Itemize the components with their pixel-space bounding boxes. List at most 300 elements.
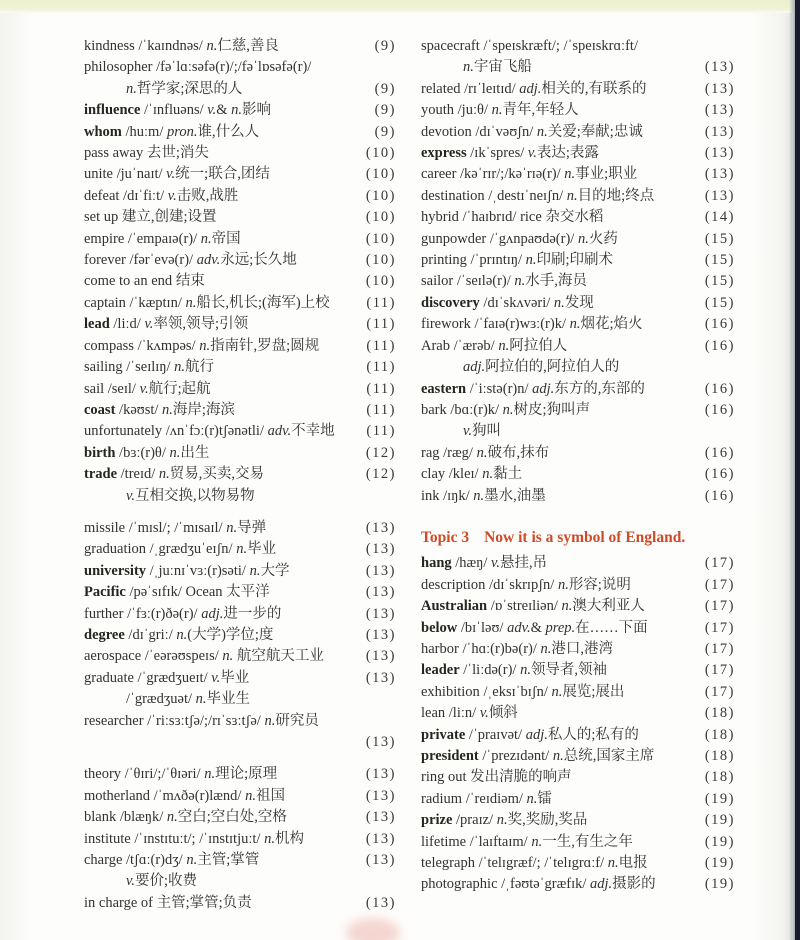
entry-definition: /tʃɑː(r)dʒ/ n.主管;掌管 xyxy=(122,852,260,869)
entry-word: empire xyxy=(84,230,125,247)
entry-word: graduate xyxy=(84,669,134,686)
column-gap xyxy=(421,507,735,518)
entry-page-number: (16) xyxy=(704,444,735,461)
entry-text xyxy=(421,314,643,335)
entry-row xyxy=(84,336,396,357)
entry-text xyxy=(84,357,214,378)
entry-text xyxy=(421,79,647,100)
entry-row xyxy=(421,553,735,574)
entry-page-number: (17) xyxy=(704,598,735,615)
entry-word: whom xyxy=(84,123,122,140)
entry-text xyxy=(84,336,319,357)
entry-continuation-row xyxy=(84,689,396,710)
entry-text xyxy=(84,604,281,625)
entry-definition: /ˌfəʊtəˈgræfɪk/ adj.摄影的 xyxy=(497,876,656,893)
entry-page-number: (12) xyxy=(365,444,396,461)
entry-definition: /ʌnˈfɔː(r)tʃənətli/ adv.不幸地 xyxy=(162,423,335,440)
entry-word: spacecraft xyxy=(421,38,480,54)
entry-page-number: (14) xyxy=(704,209,735,226)
entry-row xyxy=(84,464,396,485)
entry-page-number: (13) xyxy=(365,894,396,911)
entry-word: sail xyxy=(84,380,105,397)
entry-row xyxy=(84,668,396,689)
entry-page-number: (15) xyxy=(704,252,735,269)
entry-word: rag xyxy=(421,444,440,461)
entry-definition: /ˈmɪsl/; /ˈmɪsaɪl/ n.导弹 xyxy=(125,519,267,536)
entry-text xyxy=(421,379,645,400)
entry-definition: /ˈɪnstɪtuːt/; /ˈɪnstɪtjuːt/ n.机构 xyxy=(130,830,304,847)
entry-definition: /treɪd/ n.贸易,买卖,交易 xyxy=(117,466,265,483)
entry-row xyxy=(421,443,735,464)
entry-word: theory xyxy=(84,766,122,783)
entry-text xyxy=(84,689,250,710)
entry-row xyxy=(84,229,396,250)
entry-row xyxy=(421,143,735,164)
entry-page-number: (10) xyxy=(365,209,396,226)
entry-definition: /kəˈrɪr/;/kəˈrɪə(r)/ n.事业;职业 xyxy=(456,166,638,183)
entry-row xyxy=(84,357,396,378)
entry-definition: /ˈgrædʒueɪt/ v.毕业 xyxy=(133,669,250,686)
entry-row xyxy=(84,646,396,667)
entry-text xyxy=(84,582,270,603)
entry-text xyxy=(421,810,587,831)
entry-text xyxy=(84,539,276,560)
entry-text xyxy=(84,829,304,850)
entry-page-number: (18) xyxy=(704,726,735,743)
entry-text xyxy=(421,660,607,681)
entry-text xyxy=(421,596,645,617)
entry-text xyxy=(84,464,264,485)
entry-row xyxy=(84,711,396,732)
entry-text xyxy=(84,229,241,250)
entry-row xyxy=(421,596,735,617)
entry-page-number: (13) xyxy=(365,648,396,665)
entry-row xyxy=(421,336,735,357)
entry-row xyxy=(84,582,396,603)
entry-definition: /ˈgʌnpaʊdə(r)/ n.火药 xyxy=(486,230,618,247)
entry-text xyxy=(84,143,209,164)
entry-word: unfortunately xyxy=(84,423,163,440)
entry-word: destination xyxy=(421,187,485,204)
entry-word: missile xyxy=(84,519,126,536)
entry-word: institute xyxy=(84,830,131,847)
entry-text xyxy=(421,703,518,724)
entry-text xyxy=(84,271,205,292)
entry-row xyxy=(84,893,396,914)
entry-word: devotion xyxy=(421,123,472,140)
entry-word: researcher xyxy=(84,712,144,729)
entry-row xyxy=(421,874,735,895)
entry-text xyxy=(84,850,259,871)
entry-definition: /ɪkˈspres/ v.表达;表露 xyxy=(466,145,599,162)
entry-page-number: (13) xyxy=(365,626,396,643)
entry-page-number: (11) xyxy=(366,380,396,397)
entry-text xyxy=(421,486,546,507)
entry-page-number: (17) xyxy=(704,640,735,657)
entry-definition: /ˈspeɪskræft/; /ˈspeɪskrɑːft/ xyxy=(479,38,638,54)
entry-definition: 结束 xyxy=(172,273,205,290)
entry-definition: /ˈɪnfluəns/ v.& n.影响 xyxy=(140,102,272,119)
entry-definition: /ˈmʌðə(r)lænd/ n.祖国 xyxy=(150,787,285,804)
entry-page-number: (11) xyxy=(366,337,396,354)
entry-text xyxy=(421,443,549,464)
entry-row xyxy=(421,703,735,724)
entry-word: president xyxy=(421,748,479,764)
entry-text xyxy=(84,122,259,143)
entry-definition: /fəˈlɑːsəfə(r)/;/fəˈlɒsəfə(r)/ xyxy=(152,59,312,76)
entry-page-number: (13) xyxy=(365,584,396,601)
entry-text xyxy=(421,832,633,853)
entry-page-number: (11) xyxy=(366,401,396,418)
entry-text xyxy=(421,336,567,357)
entry-definition: /ˈgrædʒuət/ n.毕业生 xyxy=(126,691,251,708)
entry-page-number: (13) xyxy=(365,830,396,847)
entry-page-number: (19) xyxy=(704,876,735,893)
entry-definition: /ˈprezɪdənt/ n.总统,国家主席 xyxy=(478,748,655,764)
entry-word: ink xyxy=(421,487,440,504)
entry-page-number: (13) xyxy=(704,166,735,183)
entry-row xyxy=(84,207,396,228)
entry-text xyxy=(421,36,638,57)
entry-definition: /dɪˈfiːt/ v.击败,战胜 xyxy=(119,187,239,204)
entry-page-number: (13) xyxy=(704,187,735,204)
entry-row xyxy=(84,604,396,625)
topic-heading xyxy=(421,527,735,548)
entry-page-number: (10) xyxy=(365,273,396,290)
entry-text xyxy=(421,143,599,164)
entry-word: compass xyxy=(84,337,134,354)
entry-row xyxy=(421,789,735,810)
entry-text xyxy=(84,561,289,582)
entry-definition: /seɪl/ v.航行;起航 xyxy=(104,380,211,397)
entry-row xyxy=(84,421,396,442)
entry-word: degree xyxy=(84,626,125,643)
entry-definition: /bɑː(r)k/ n.树皮;狗叫声 xyxy=(446,401,591,418)
entry-page-number: (13) xyxy=(704,123,735,140)
entry-row xyxy=(421,36,735,57)
topic-title: Now it is a symbol of England. xyxy=(484,528,686,546)
entry-page-number: (13) xyxy=(704,102,735,119)
entry-word: eastern xyxy=(421,380,467,397)
entry-word: lean xyxy=(421,705,446,722)
entry-row xyxy=(421,79,735,100)
entry-definition: /ˈpraɪvət/ adj.私人的;私有的 xyxy=(465,726,639,743)
entry-row xyxy=(84,764,396,785)
entry-text xyxy=(84,486,255,507)
entry-definition: /huːm/ pron.谁,什么人 xyxy=(121,123,260,140)
entry-row xyxy=(84,36,396,57)
entry-row xyxy=(421,746,735,767)
entry-text xyxy=(421,207,603,228)
entry-word: blank xyxy=(84,809,117,826)
entry-row xyxy=(421,486,735,507)
entry-page-number: (17) xyxy=(704,555,735,572)
entry-row xyxy=(84,807,396,828)
entry-row xyxy=(84,829,396,850)
entry-word: graduation xyxy=(84,541,147,558)
entry-page-number: (16) xyxy=(704,466,735,483)
entry-text xyxy=(421,853,648,874)
entry-text xyxy=(84,250,297,271)
entry-row xyxy=(84,443,396,464)
entry-text xyxy=(421,767,572,788)
entry-word: sailing xyxy=(84,359,123,376)
entry-word: motherland xyxy=(84,787,151,804)
entry-word: set up xyxy=(84,209,119,226)
entry-definition: 发出清脆的响声 xyxy=(466,769,572,786)
entry-row xyxy=(421,164,735,185)
entry-page-number: (11) xyxy=(366,294,396,311)
entry-page-number: (13) xyxy=(365,605,396,622)
entry-definition: /kleɪ/ n.黏土 xyxy=(445,466,523,483)
entry-definition: /ˈhɑː(r)bə(r)/ n.港口,港湾 xyxy=(458,640,613,657)
entry-row xyxy=(421,464,735,485)
entry-continuation-row xyxy=(84,871,396,892)
entry-definition: /ˈhaɪbrɪd/ rice 杂交水稻 xyxy=(458,209,604,226)
entry-text xyxy=(421,421,501,442)
entry-definition: /ˈempaɪə(r)/ n.帝国 xyxy=(124,230,241,247)
entry-text xyxy=(84,186,238,207)
entry-page-number: (13) xyxy=(365,541,396,558)
entry-word: gunpowder xyxy=(421,230,487,247)
entry-definition: /fərˈevə(r)/ adv.永远;长久地 xyxy=(125,252,297,269)
entry-word: ring out xyxy=(421,769,467,786)
entry-page-number: (19) xyxy=(704,790,735,807)
entry-row xyxy=(84,250,396,271)
entry-definition: /kəʊst/ n.海岸;海滨 xyxy=(115,401,235,418)
entry-definition: /ˈtelɪgræf/; /ˈtelɪgrɑːf/ n.电报 xyxy=(474,855,648,872)
vocabulary-column-left xyxy=(84,36,396,914)
entry-row xyxy=(421,379,735,400)
entry-text xyxy=(84,625,273,646)
entry-text xyxy=(84,207,217,228)
entry-row xyxy=(421,853,735,874)
entry-row xyxy=(84,122,396,143)
entry-page-number: (11) xyxy=(366,316,396,333)
entry-word: career xyxy=(421,166,457,183)
entry-definition: /bɜː(r)θ/ n.出生 xyxy=(115,444,210,461)
entry-text xyxy=(421,746,654,767)
entry-text xyxy=(84,764,277,785)
entry-word: radium xyxy=(421,790,463,807)
entry-continuation-row xyxy=(421,57,735,78)
entry-definition: 去世;消失 xyxy=(143,145,209,162)
entry-word: leader xyxy=(421,662,460,679)
entry-text xyxy=(84,36,279,57)
entry-page-number: (9) xyxy=(374,123,396,140)
entry-text xyxy=(421,250,613,271)
entry-definition: /ˈreɪdiəm/ n.镭 xyxy=(462,790,552,807)
entry-page-number: (18) xyxy=(704,748,735,764)
entry-text xyxy=(84,518,266,539)
entry-row xyxy=(84,57,396,78)
entry-word: clay xyxy=(421,466,446,483)
entry-text xyxy=(421,271,587,292)
entry-word: come to an end xyxy=(84,273,173,290)
entry-row xyxy=(84,518,396,539)
entry-row xyxy=(421,618,735,639)
entry-page-number: (11) xyxy=(366,423,396,440)
entry-definition: /bɪˈləʊ/ adv.& prep.在……下面 xyxy=(457,619,648,636)
entry-word: harbor xyxy=(421,640,459,657)
entry-definition: /juːθ/ n.青年,年轻人 xyxy=(454,102,579,119)
entry-page-number: (10) xyxy=(365,230,396,247)
entry-word: lifetime xyxy=(421,833,467,850)
entry-text xyxy=(84,57,311,78)
entry-row xyxy=(84,293,396,314)
entry-page-number: (18) xyxy=(704,769,735,786)
entry-page-number: (15) xyxy=(704,273,735,290)
entry-text xyxy=(84,314,248,335)
entry-page-number: (13) xyxy=(365,787,396,804)
page-top-band xyxy=(0,0,800,13)
entry-page-number: (13) xyxy=(704,80,735,97)
entry-row xyxy=(421,314,735,335)
entry-page-number: (18) xyxy=(704,705,735,722)
entry-page-number: (10) xyxy=(365,252,396,269)
entry-definition: 主管;掌管;负责 xyxy=(152,894,252,911)
entry-word: coast xyxy=(84,401,116,418)
entry-word: pass away xyxy=(84,145,144,162)
scan-edge-dark-strip xyxy=(795,0,800,940)
entry-page-number: (16) xyxy=(704,337,735,354)
entry-page-number: (13) xyxy=(365,809,396,826)
entry-row xyxy=(421,186,735,207)
entry-text xyxy=(421,789,552,810)
entry-definition: /ˈlaɪftaɪm/ n.一生,有生之年 xyxy=(466,833,633,850)
entry-text xyxy=(421,57,532,78)
entry-row xyxy=(421,293,735,314)
entry-page-number: (16) xyxy=(704,380,735,397)
entry-text xyxy=(421,122,643,143)
entry-definition: /blæŋk/ n.空白;空白处,空格 xyxy=(116,809,287,826)
column-gap xyxy=(84,507,396,518)
entry-word: bark xyxy=(421,401,447,418)
entry-page-number: (13) xyxy=(365,766,396,783)
entry-row xyxy=(421,832,735,853)
entry-page-number: (15) xyxy=(704,294,735,311)
entry-word: birth xyxy=(84,444,116,461)
entry-text xyxy=(421,639,613,660)
entry-text xyxy=(84,871,197,892)
entry-text xyxy=(421,400,590,421)
entry-page-number: (13) xyxy=(365,669,396,686)
entry-row xyxy=(84,400,396,421)
entry-page-number: (19) xyxy=(704,855,735,872)
entry-definition: /ˌeksɪˈbɪʃn/ n.展览;展出 xyxy=(479,683,625,700)
vocabulary-column-right xyxy=(421,36,735,896)
entry-word: aerospace xyxy=(84,648,142,665)
entry-page-number: (12) xyxy=(365,466,396,483)
entry-word: Arab xyxy=(421,337,450,354)
entry-text xyxy=(84,400,235,421)
entry-text xyxy=(84,668,249,689)
entry-row xyxy=(421,639,735,660)
entry-word: related xyxy=(421,80,461,97)
entry-text xyxy=(421,464,522,485)
entry-word: express xyxy=(421,145,467,162)
entry-text xyxy=(84,79,242,100)
entry-definition: /ˈfɜː(r)ðə(r)/ adj.进一步的 xyxy=(123,605,282,622)
entry-word: influence xyxy=(84,102,141,119)
entry-definition: /ræg/ n.破布,抹布 xyxy=(439,444,550,461)
entry-row xyxy=(421,400,735,421)
entry-page-number: (16) xyxy=(704,401,735,418)
entry-text xyxy=(84,786,285,807)
entry-word: further xyxy=(84,605,124,622)
entry-row xyxy=(84,164,396,185)
entry-row xyxy=(84,850,396,871)
column-gap xyxy=(84,753,396,764)
entry-page-number: (13) xyxy=(704,145,735,162)
entry-word: hang xyxy=(421,555,452,572)
entry-row xyxy=(421,767,735,788)
entry-row xyxy=(84,786,396,807)
entry-word: philosopher xyxy=(84,59,153,76)
entry-definition: /dɪˈgriː/ n.(大学)学位;度 xyxy=(124,626,274,643)
entry-text xyxy=(421,618,648,639)
entry-word: in charge of xyxy=(84,894,153,911)
entry-definition: /dɪˈvəʊʃn/ n.关爱;奉献;忠诚 xyxy=(471,123,643,140)
entry-row xyxy=(421,122,735,143)
entry-definition: /liːn/ v.倾斜 xyxy=(445,705,518,722)
entry-text xyxy=(421,553,547,574)
entry-word: sailor xyxy=(421,273,454,290)
entry-word: description xyxy=(421,576,486,593)
entry-page-number: (17) xyxy=(704,619,735,636)
entry-definition: /rɪˈleɪtɪd/ adj.相关的,有联系的 xyxy=(460,80,647,97)
entry-definition: /ˈseɪlɪŋ/ n.航行 xyxy=(122,359,215,376)
entry-row xyxy=(84,539,396,560)
entry-definition: /ˈkaɪndnəs/ n.仁慈,善良 xyxy=(134,38,279,54)
entry-definition: /ˈeərəʊspeɪs/ n. 航空航天工业 xyxy=(141,648,324,665)
entry-text xyxy=(421,186,654,207)
entry-page-number: (19) xyxy=(704,833,735,850)
entry-definition: adj.阿拉伯的,阿拉伯人的 xyxy=(463,359,620,376)
entry-row xyxy=(84,271,396,292)
entry-row xyxy=(421,271,735,292)
entry-page-number: (17) xyxy=(704,662,735,679)
entry-text xyxy=(84,646,324,667)
entry-page-number: (11) xyxy=(366,359,396,376)
entry-definition: v.要价;收费 xyxy=(126,873,198,890)
entry-word: charge xyxy=(84,852,123,869)
entry-definition: v.狗叫 xyxy=(463,423,501,440)
entry-definition: /hæŋ/ v.悬挂,吊 xyxy=(451,555,548,572)
entry-row xyxy=(421,682,735,703)
entry-text xyxy=(421,725,639,746)
entry-definition: /pəˈsɪfɪk/ Ocean 太平洋 xyxy=(125,584,270,601)
entry-word: defeat xyxy=(84,187,120,204)
entry-definition: n.哲学家;深思的人 xyxy=(126,80,243,97)
entry-page-number: (10) xyxy=(365,145,396,162)
entry-definition: /ˈseɪlə(r)/ n.水手,海员 xyxy=(453,273,587,290)
entry-word: private xyxy=(421,726,466,743)
entry-word: exhibition xyxy=(421,683,480,700)
entry-continuation-row xyxy=(84,732,396,753)
entry-definition: /dɪˈskrɪpʃn/ n.形容;说明 xyxy=(485,576,631,593)
entry-page-number: (13) xyxy=(365,734,396,750)
entry-page-number: (13) xyxy=(365,519,396,536)
entry-row xyxy=(421,660,735,681)
entry-continuation-row xyxy=(84,486,396,507)
entry-continuation-row xyxy=(421,421,735,442)
entry-row xyxy=(421,810,735,831)
entry-word: Pacific xyxy=(84,584,126,601)
entry-word: unite xyxy=(84,166,113,183)
entry-word: telegraph xyxy=(421,855,475,872)
entry-definition: /ˈprɪntɪŋ/ n.印刷;印刷术 xyxy=(466,252,614,269)
